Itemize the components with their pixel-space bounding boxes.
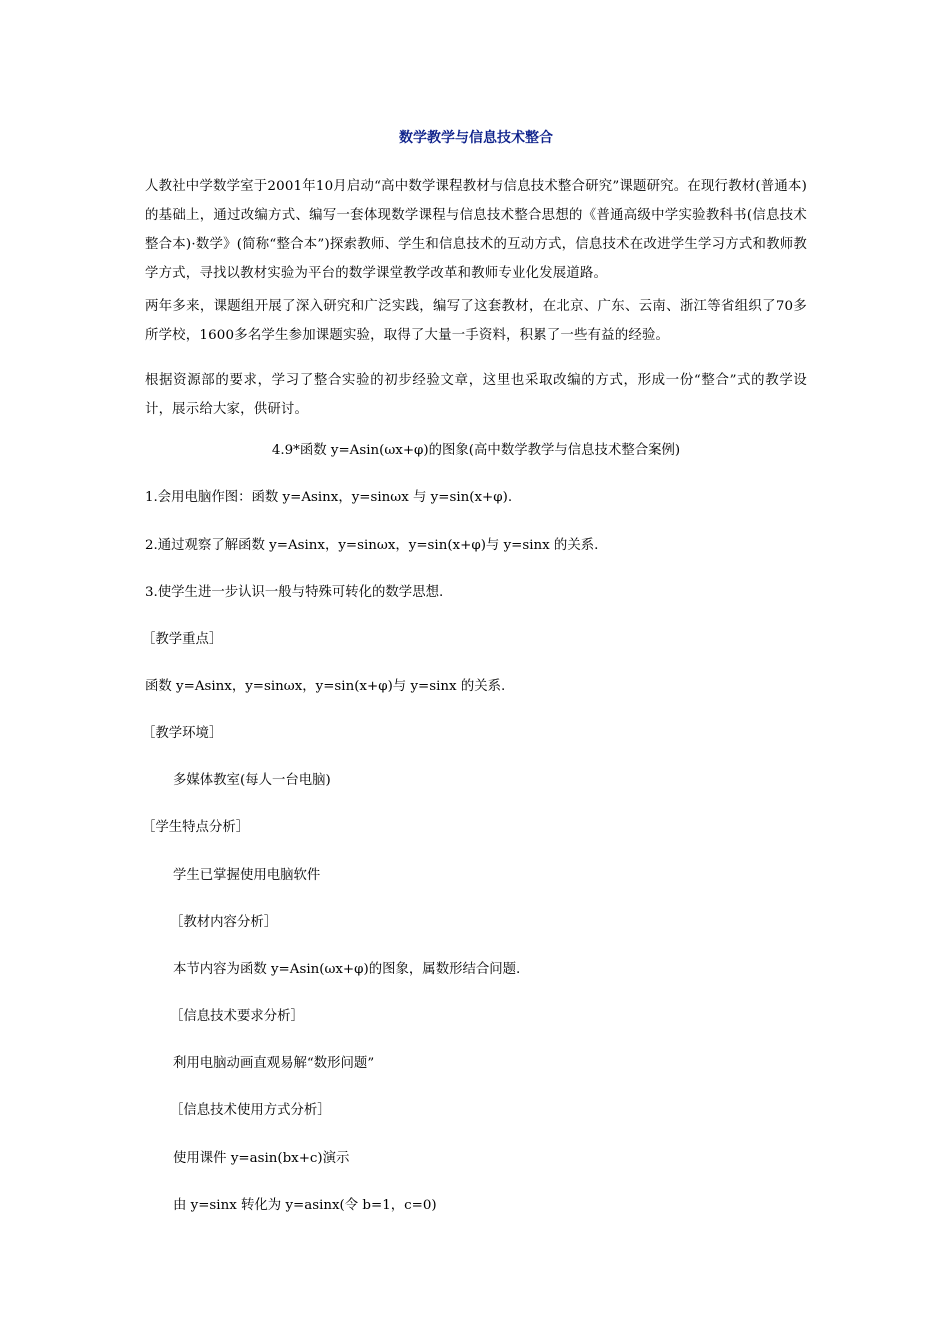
goal-item-3: 3.使学生进一步认识一般与特殊可转化的数学思想.	[145, 585, 444, 600]
section-heading-environment: ［教学环境］	[142, 726, 223, 741]
section-heading-it-usage: ［信息技术使用方式分析］	[170, 1103, 331, 1118]
section-body-student-analysis: 学生已掌握使用电脑软件	[173, 868, 321, 883]
intro-paragraph-1: 人教社中学数学室于2001年10月启动“高中数学课程教材与信息技术整合研究”课题研究。在现行教材(普通本)的基础上，通过改编方式、编写一套体现数学课程与信息技术整合思想的《普通高级中学实验教科书(信息技术整合本)·数学》(简称“整合本”)探索教师、学生和信息技术的互动方式，信息技术在改进学生学习方式和教师教学方式，寻找以教材实验为平台的数学课堂教学改革和教师专业化发展道路。	[145, 179, 807, 281]
section-body-it-usage: 使用课件 y=asin(bx+c)演示	[173, 1151, 350, 1166]
section-heading-it-requirements: ［信息技术要求分析］	[170, 1009, 304, 1024]
section-heading-content-analysis: ［教材内容分析］	[170, 915, 278, 930]
intro-paragraph-2: 两年多来，课题组开展了深入研究和广泛实践，编写了这套教材，在北京、广东、云南、浙江等省组织了70多所学校，1600多名学生参加课题实验，取得了大量一手资料，积累了一些有益的经验。	[145, 299, 807, 343]
intro-paragraph-3: 根据资源部的要求，学习了整合实验的初步经验文章，这里也采取改编的方式，形成一份“整合”式的教学设计，展示给大家，供研讨。	[145, 373, 807, 417]
section-body-key-points: 函数 y=Asinx，y=sinωx，y=sin(x+φ)与 y=sinx 的关系.	[145, 679, 506, 694]
section-body-environment: 多媒体教室(每人一台电脑)	[173, 773, 331, 788]
final-line: 由 y=sinx 转化为 y=asinx(令 b=1，c=0)	[173, 1198, 437, 1213]
section-body-content-analysis: 本节内容为函数 y=Asin(ωx+φ)的图象，属数形结合问题.	[173, 962, 521, 977]
goal-item-2: 2.通过观察了解函数 y=Asinx，y=sinωx，y=sin(x+φ)与 y=sinx 的关系.	[145, 538, 599, 553]
goal-item-1: 1.会用电脑作图：函数 y=Asinx，y=sinωx 与 y=sin(x+φ).	[145, 490, 513, 505]
section-heading-student-analysis: ［学生特点分析］	[142, 820, 250, 835]
section-heading-key-points: ［教学重点］	[142, 632, 223, 647]
section-body-it-requirements: 利用电脑动画直观易解“数形问题”	[173, 1056, 375, 1071]
case-title: 4.9*函数 y=Asin(ωx+φ)的图象(高中数学教学与信息技术整合案例)	[271, 443, 681, 458]
document-title: 数学教学与信息技术整合	[399, 130, 553, 146]
